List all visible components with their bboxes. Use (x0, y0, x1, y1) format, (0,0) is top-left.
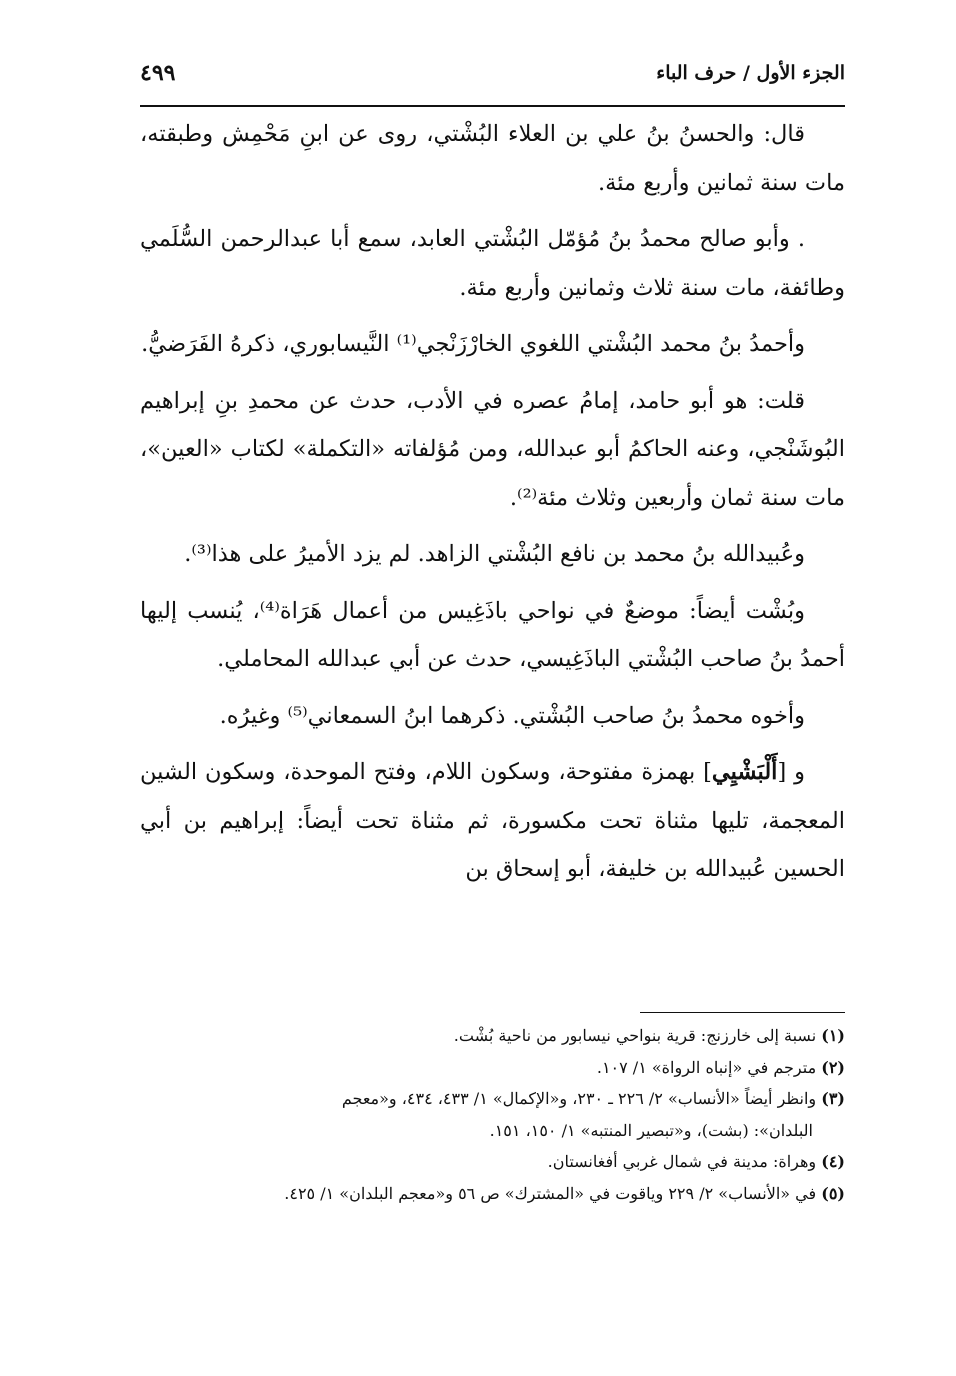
paragraph-8 (140, 748, 845, 894)
footnote-text: مترجم في «إنباه الرواة» ١/ ١٠٧. (596, 1057, 817, 1077)
header-rule (140, 105, 845, 107)
main-text (140, 110, 845, 902)
page-number: ٤٩٩ (140, 60, 176, 86)
entry-prefix: و [ (777, 759, 806, 785)
paragraph-2: . وأبو صالح محمدُ بنُ مُؤمّل البُشْتي العابد، سمع أبا عبدالرحمن السُّلَمي وطائفة، مات سنة ثلاث وثمانين وأربع مئة. (140, 226, 845, 301)
footnote-rule (640, 1012, 845, 1013)
entry-headword: أَلْبَشْيِي (711, 759, 778, 785)
footnote-number: (١) (821, 1026, 845, 1045)
paragraph-1: قال: والحسنُ بنُ علي بن العلاء البُشْتي، روى عن ابنِ مَحْمِش وطبقته، مات سنة ثمانين وأربع مئة. (140, 121, 845, 196)
paragraph-6: وبُشْت أيضاً: موضعٌ في نواحي باذَغِيس من أعمال هَرَاة⁽⁴⁾، يُنسب إليها أحمدُ بنُ صاحب البُشْتي الباذَغِيسي، حدث عن أبي عبدالله المحاملي. (140, 597, 845, 672)
footnote-text: وانظر أيضاً «الأنساب» ٢/ ٢٢٦ ـ ٢٣٠، و«الإكمال» ١/ ٤٣٣، ٤٣٤، و«معجم (341, 1089, 817, 1108)
paragraph-5: وعُبيدالله بنُ محمد بن نافع البُشْتي الزاهد. لم يزد الأميرُ على هذا⁽³⁾. (184, 541, 805, 567)
footnote-number: (٤) (821, 1152, 845, 1171)
footnote-2 (140, 1052, 845, 1084)
footnote-3 (140, 1083, 845, 1115)
footnote-number: (٥) (821, 1183, 845, 1203)
footnote-4 (140, 1146, 845, 1178)
entry-text: ] بهمزة مفتوحة، وسكون اللام، وفتح الموحدة، وسكون الشين المعجمة، تليها مثناة تحت مكسورة، ثم مثناة تحت أيضاً: إبراهيم بن أبي الحسين عُبيدالله بن خليفة، أبو إسحاق بن (140, 759, 845, 882)
running-title: الجزء الأول / حرف الباء (656, 62, 845, 84)
footnote-3-continuation: البلدان»: (بشت)، و«تبصير المنتبه» ١/ ١٥٠، ١٥١. (489, 1120, 813, 1140)
footnote-text: نسبة إلى خارزنج: قرية بنواحي نيسابور من ناحية بُشْت. (453, 1026, 817, 1045)
paragraph-3: وأحمدُ بنُ محمد البُشْتي اللغوي الخارْزَنْجي⁽¹⁾ النَّيسابوري، ذكرهُ الفَرَضيُّ. (141, 331, 805, 357)
footnote-number: (٢) (821, 1057, 845, 1077)
footnote-5 (140, 1178, 845, 1210)
footnote-number: (٣) (821, 1089, 845, 1108)
paragraph-7: وأخوه محمدُ بنُ صاحب البُشْتي. ذكرهما ابنُ السمعاني⁽⁵⁾ وغيرُه. (219, 702, 805, 729)
paragraph-4: قلت: هو أبو حامد، إمامُ عصره في الأدب، حدث عن محمدِ بنِ إبراهيم البُوشَنْجي، وعنه الحاكمُ أبو عبدالله، ومن مُؤلفاته «التكملة» لكتاب «العين»، مات سنة ثمان وأربعين وثلاث مئة⁽²⁾. (140, 387, 845, 511)
footnotes (140, 1020, 845, 1209)
footnote-text: في «الأنساب» ٢/ ٢٢٩ وياقوت في «المشترك» ص ٥٦ و«معجم البلدان» ١/ ٤٢٥. (284, 1183, 817, 1203)
page-header (140, 60, 845, 100)
footnote-1 (140, 1020, 845, 1052)
footnote-text: وهراة: مدينة في شمال غربي أفغانستان. (547, 1152, 817, 1171)
